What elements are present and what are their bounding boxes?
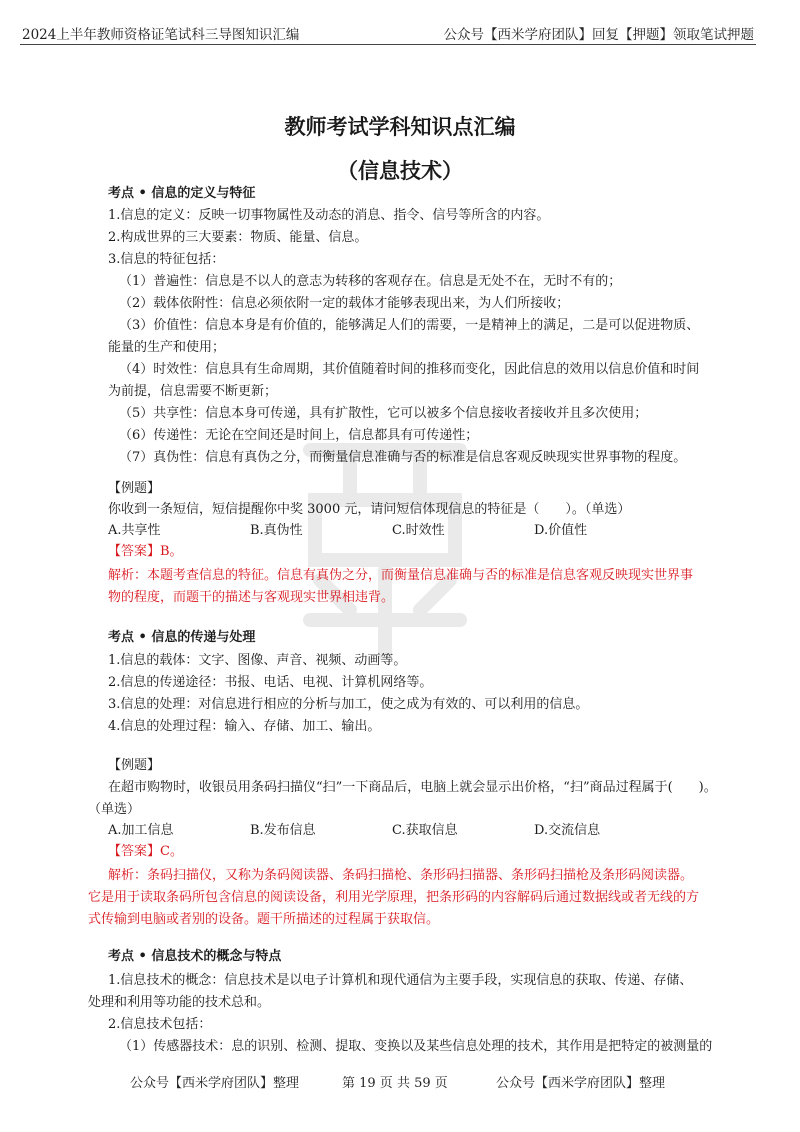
footer-left: 公众号【西米学府团队】整理 xyxy=(130,1076,300,1091)
list-item: （1）普遍性：信息是不以人的意志为转移的客观存在。信息是无处不在，无时不有的； xyxy=(119,274,622,289)
page-number: 第 19 页 共 59 页 xyxy=(342,1076,448,1091)
explanation-line: 解析：本题考查信息的特征。信息有真伪之分，而衡量信息准确与否的标准是信息客观反映现实世界事 xyxy=(108,568,694,583)
option-d: D.价值性 xyxy=(534,523,588,538)
example-label: 【例题】 xyxy=(108,758,161,773)
list-item: （5）共享性：信息本身可传递，具有扩散性，它可以被多个信息接收者接收并且多次使用； xyxy=(119,406,648,421)
question-text: （单选） xyxy=(88,802,141,817)
option-c: C.时效性 xyxy=(392,523,445,538)
paragraph-line: 3.信息的处理：对信息进行相应的分析与加工，使之成为有效的、可以利用的信息。 xyxy=(108,697,589,712)
list-item-continued: 为前提，信息需要不断更新； xyxy=(108,384,278,399)
paragraph-line: 4.信息的处理过程：输入、存储、加工、输出。 xyxy=(108,719,381,734)
list-item: （7）真伪性：信息有真伪之分，而衡量信息准确与否的标准是信息客观反映现实世界事物的程度。 xyxy=(119,450,687,465)
paragraph-line: 1.信息的载体：文字、图像、声音、视频、动画等。 xyxy=(108,653,407,668)
explanation-line: 解析：条码扫描仪，又称为条码阅读器、条码扫描枪、条形码扫描器、条形码扫描枪及条形码阅读器。 xyxy=(108,868,694,883)
list-item: （4）时效性：信息具有生命周期，其价值随着时间的推移而变化，因此信息的效用以信息价值和时间 xyxy=(119,362,700,377)
page-subtitle: （信息技术） xyxy=(337,159,463,183)
header-left: 2024上半年教师资格证笔试科三导图知识汇编 xyxy=(22,27,300,43)
paragraph-line-continued: 处理和利用等功能的技术总和。 xyxy=(88,995,271,1010)
list-item: （2）载体依附性：信息必须依附一定的载体才能够表现出来，为人们所接收； xyxy=(119,296,570,311)
section-heading: 考点 • 信息的定义与特征 xyxy=(108,186,256,201)
section-heading: 考点 • 信息的传递与处理 xyxy=(108,630,256,645)
option-c: C.获取信息 xyxy=(392,823,458,838)
option-b: B.真伪性 xyxy=(250,523,303,538)
option-d: D.交流信息 xyxy=(534,823,601,838)
list-item: （6）传递性：无论在空间还是时间上，信息都具有可传递性； xyxy=(119,428,479,443)
question-text: 在超市购物时，收银员用条码扫描仪“扫”一下商品后，电脑上就会显示出价格，“扫”商品过程属于( )。 xyxy=(108,780,717,795)
paragraph-line: 2.信息技术包括： xyxy=(108,1017,212,1032)
option-b: B.发布信息 xyxy=(250,823,316,838)
option-a: A.加工信息 xyxy=(108,823,174,838)
section-heading: 考点 • 信息技术的概念与特点 xyxy=(108,949,282,964)
example-label: 【例题】 xyxy=(108,481,161,496)
question-text: 你收到一条短信，短信提醒你中奖 3000 元，请问短信体现信息的特征是（ ）。（单选） xyxy=(108,502,631,517)
list-item: （3）价值性：信息本身是有价值的，能够满足人们的需要，一是精神上的满足，二是可以促进物质、 xyxy=(119,318,700,333)
answer-text: 【答案】C。 xyxy=(108,844,183,859)
header-right: 公众号【西米学府团队】回复【押题】领取笔试押题 xyxy=(443,27,754,43)
footer-right: 公众号【西米学府团队】整理 xyxy=(496,1076,666,1091)
explanation-line: 式传输到电脑或者别的设备。题干所描述的过程属于获取信。 xyxy=(88,912,440,927)
page-title: 教师考试学科知识点汇编 xyxy=(284,115,516,139)
explanation-line: 它是用于读取条码所包含信息的阅读设备，利用光学原理，把条形码的内容解码后通过数据线或者无线的方 xyxy=(88,890,700,905)
paragraph-line: 1.信息技术的概念：信息技术是以电子计算机和现代通信为主要手段，实现信息的获取、传递、存储、 xyxy=(108,973,693,988)
header-divider xyxy=(20,44,756,45)
paragraph-line: 1.信息的定义：反映一切事物属性及动态的消息、指令、信号等所含的内容。 xyxy=(108,208,550,223)
paragraph-line: 2.信息的传递途径：书报、电话、电视、计算机网络等。 xyxy=(108,675,433,690)
list-item-continued: 能量的生产和使用； xyxy=(108,340,226,355)
paragraph-line: 2.构成世界的三大要素：物质、能量、信息。 xyxy=(108,230,368,245)
answer-text: 【答案】B。 xyxy=(108,544,183,559)
explanation-line: 物的程度，而题干的描述与客观现实世界相违背。 xyxy=(108,590,395,605)
option-a: A.共享性 xyxy=(108,523,161,538)
list-item: （1）传感器技术：息的识别、检测、提取、变换以及某些信息处理的技术，其作用是把特定的被测量的 xyxy=(119,1039,713,1054)
paragraph-line: 3.信息的特征包括： xyxy=(108,252,225,267)
